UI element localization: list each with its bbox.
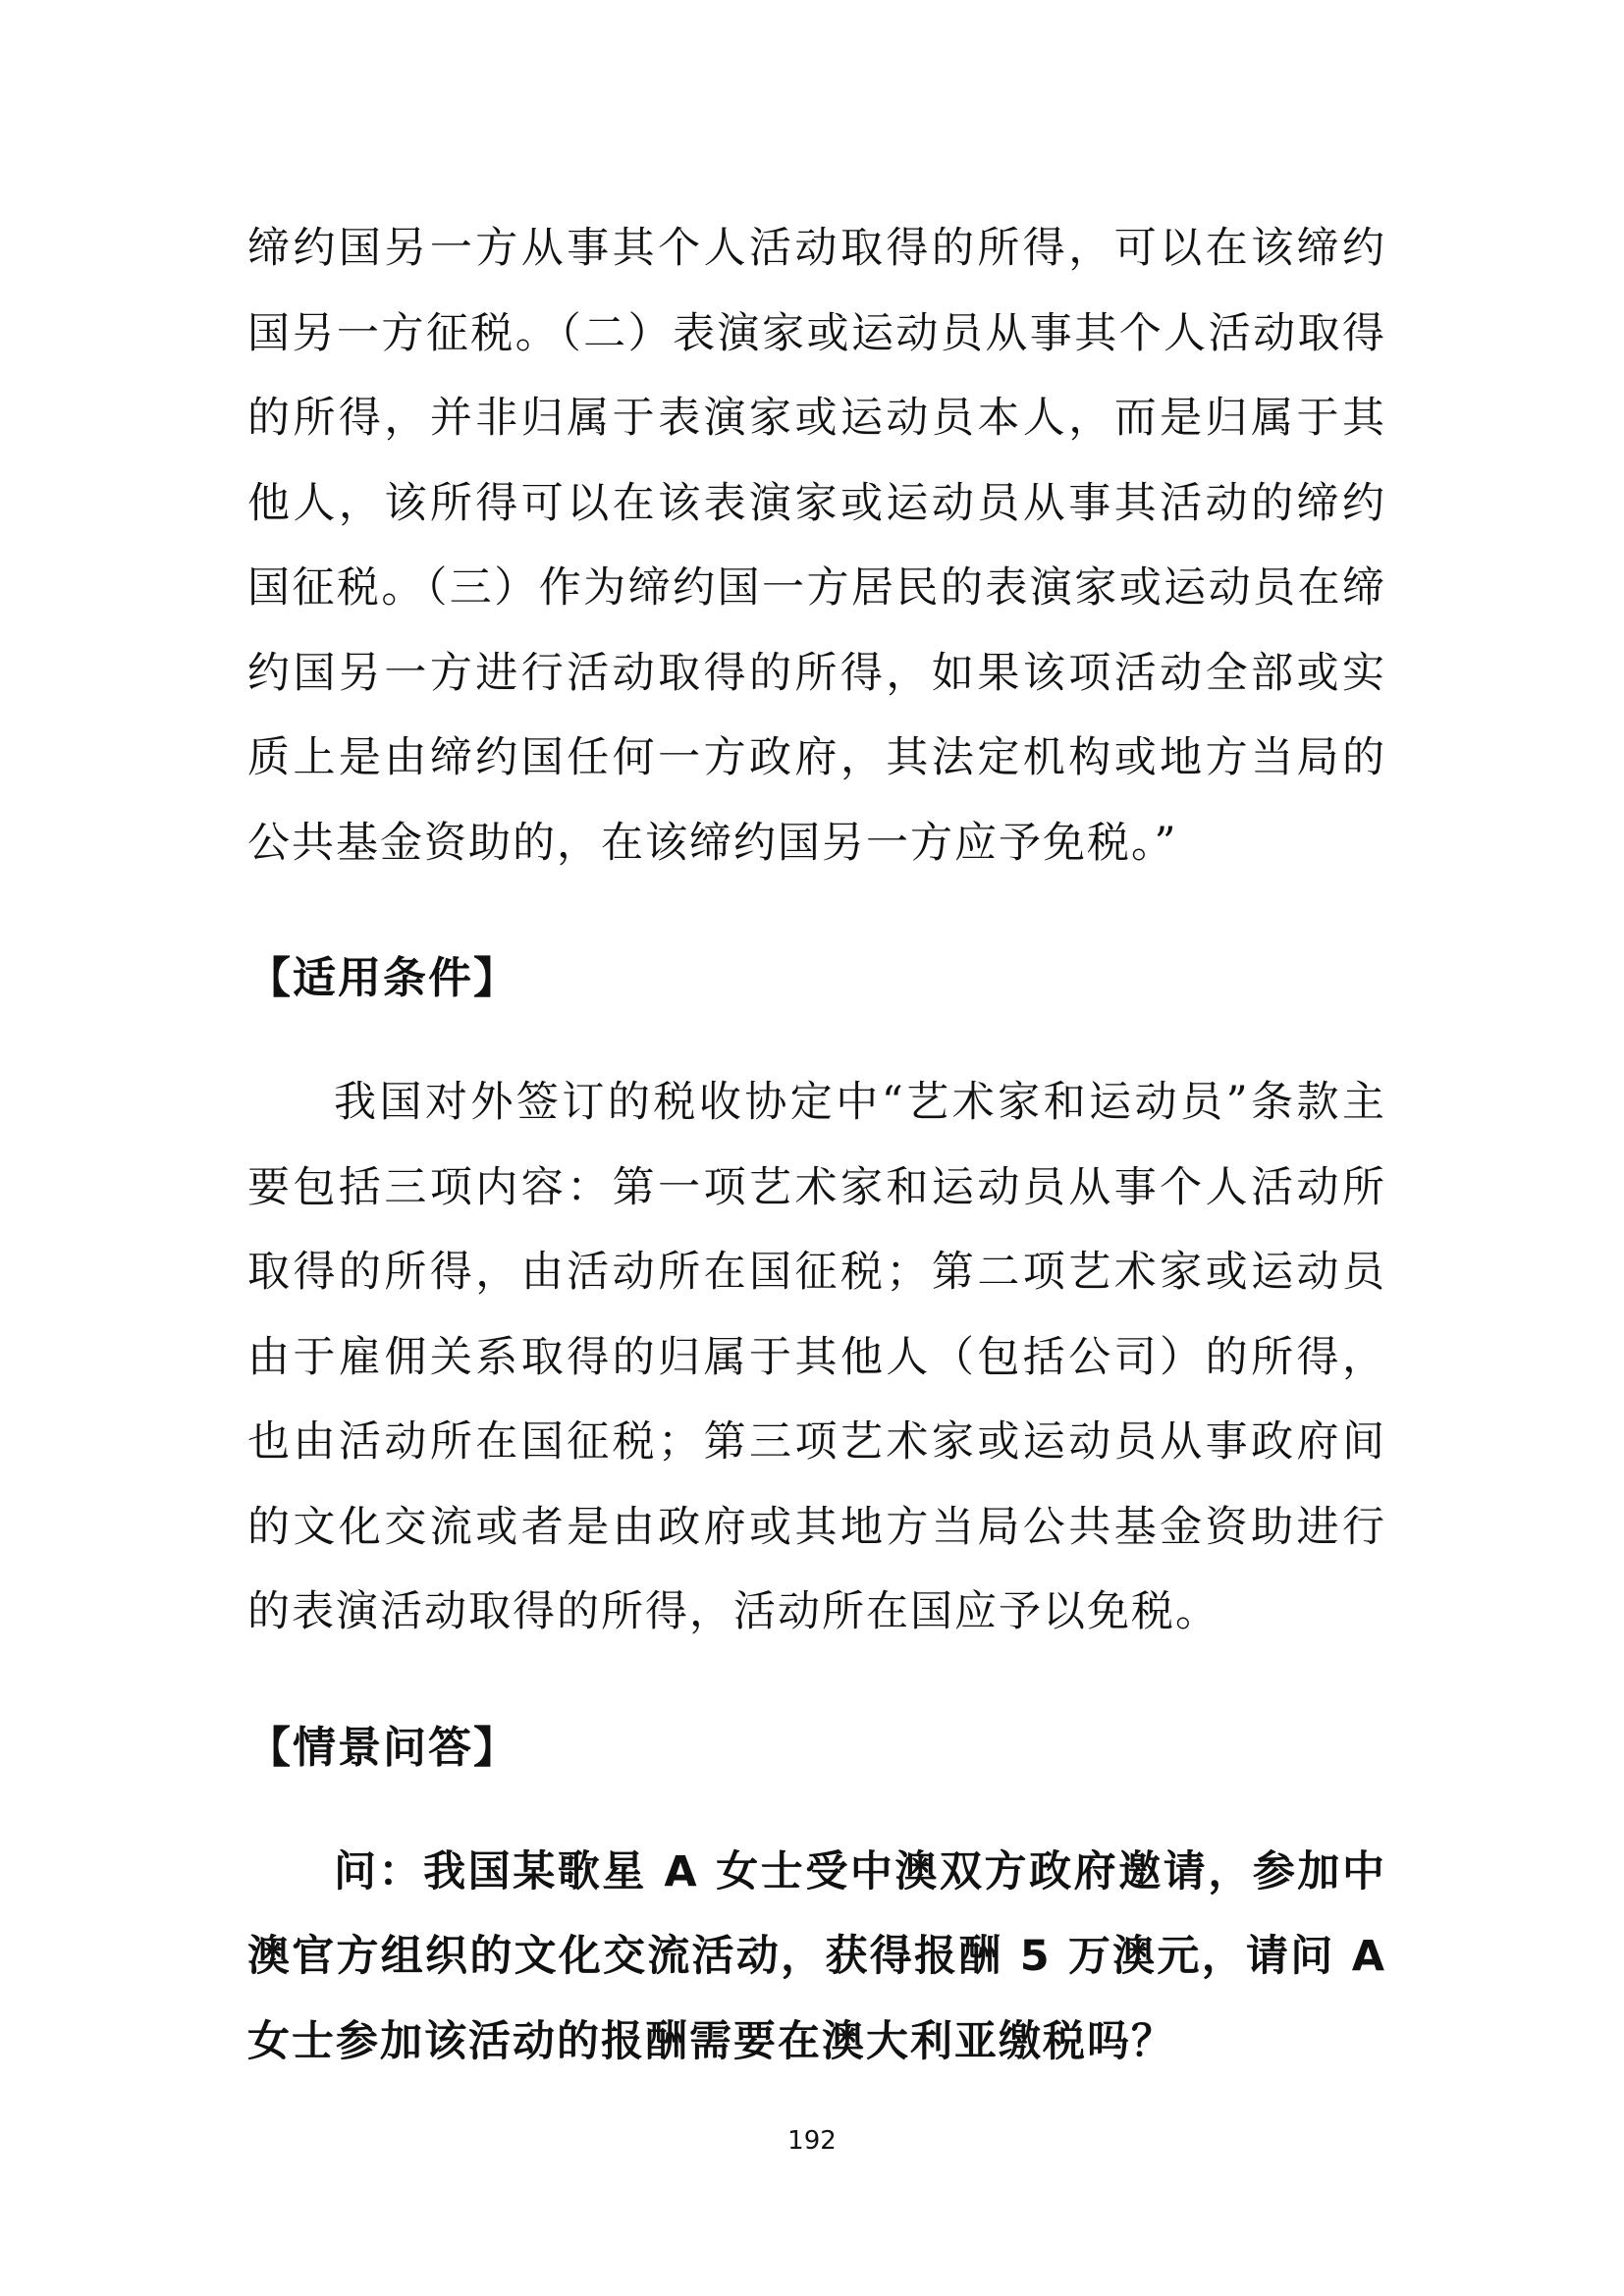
intro-paragraph: 缔约国另一方从事其个人活动取得的所得，可以在该缔约国另一方征税。（二）表演家或运动员从事其个人活动取得的所得，并非归属于表演家或运动员本人，而是归属于其他人，该所得可以在该表演家或运动员从事其活动的缔约国征税。（三）作为缔约国一方居民的表演家或运动员在缔约国另一方进行活动取得的所得，如果该项活动全部或实质上是由缔约国任何一方政府，其法定机构或地方当局的公共基金资助的，在该缔约国另一方应予免税。”	[247, 224, 1386, 868]
section-heading-conditions: 【适用条件】	[247, 953, 518, 1003]
conditions-paragraph: 我国对外签订的税收协定中“艺术家和运动员”条款主要包括三项内容：第一项艺术家和运动员从事个人活动所取得的所得，由活动所在国征税；第二项艺术家或运动员由于雇佣关系取得的归属于其他人（包括公司）的所得，也由活动所在国征税；第三项艺术家或运动员从事政府间的文化交流或者是由政府或其地方当局公共基金资助进行的表演活动取得的所得，活动所在国应予以免税。	[247, 1078, 1386, 1636]
page-number: 192	[787, 2126, 837, 2156]
question-paragraph: 问：我国某歌星 A 女士受中澳双方政府邀请，参加中澳官方组织的文化交流活动，获得报酬 5 万澳元，请问 A 女士参加该活动的报酬需要在澳大利亚缴税吗？	[247, 1846, 1386, 2066]
document-page	[247, 206, 1386, 2084]
section-heading-qa: 【情景问答】	[247, 1722, 518, 1773]
